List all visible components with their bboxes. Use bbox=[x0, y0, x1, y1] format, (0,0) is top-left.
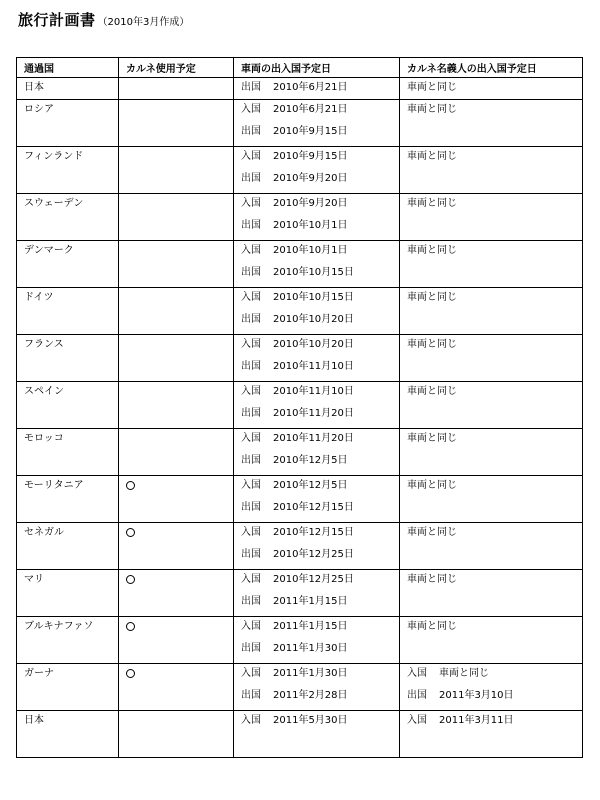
holder-dates-cell bbox=[400, 711, 583, 758]
vehicle-date-label: 入国 bbox=[241, 151, 261, 162]
carnet-cell bbox=[119, 194, 234, 241]
holder-date-value: 2011年3月11日 bbox=[439, 715, 514, 726]
holder-dates-cell bbox=[400, 382, 583, 429]
vehicle-date-value: 2010年10月15日 bbox=[273, 267, 354, 278]
vehicle-date-line bbox=[241, 335, 399, 355]
holder-date-line bbox=[407, 100, 582, 120]
table-row bbox=[17, 147, 583, 194]
vehicle-date-line bbox=[241, 590, 399, 613]
holder-dates-cell bbox=[400, 147, 583, 194]
holder-date-label: 入国 bbox=[407, 668, 427, 679]
country-cell bbox=[17, 241, 119, 288]
carnet-cell bbox=[119, 429, 234, 476]
header-holder-dates: カルネ名義人の出入国予定日 bbox=[400, 58, 583, 78]
country-cell bbox=[17, 570, 119, 617]
vehicle-date-label: 出国 bbox=[241, 643, 261, 654]
document-header bbox=[18, 9, 189, 30]
table-row bbox=[17, 100, 583, 147]
country-name: フィンランド bbox=[24, 151, 84, 162]
header-carnet: カルネ使用予定 bbox=[119, 58, 234, 78]
holder-date-value: 車両と同じ bbox=[407, 339, 457, 350]
holder-dates-cell bbox=[400, 78, 583, 100]
header-vehicle-dates: 車両の出入国予定日 bbox=[234, 58, 400, 78]
vehicle-date-line bbox=[241, 120, 399, 143]
vehicle-date-value: 2011年2月28日 bbox=[273, 690, 348, 701]
vehicle-date-label: 入国 bbox=[241, 715, 261, 726]
vehicle-date-value: 2010年12月25日 bbox=[273, 574, 354, 585]
country-cell bbox=[17, 523, 119, 570]
table-body bbox=[17, 78, 583, 758]
holder-dates-cell bbox=[400, 288, 583, 335]
vehicle-date-label: 入国 bbox=[241, 574, 261, 585]
table-row bbox=[17, 664, 583, 711]
vehicle-date-line bbox=[241, 382, 399, 402]
vehicle-date-line bbox=[241, 617, 399, 637]
vehicle-date-line bbox=[241, 241, 399, 261]
holder-date-value: 2011年3月10日 bbox=[439, 690, 514, 701]
vehicle-date-line bbox=[241, 261, 399, 284]
table-row bbox=[17, 523, 583, 570]
country-cell bbox=[17, 664, 119, 711]
vehicle-date-value: 2010年10月1日 bbox=[273, 220, 348, 231]
country-cell bbox=[17, 78, 119, 100]
country-name: スウェーデン bbox=[24, 198, 84, 209]
holder-dates-cell bbox=[400, 100, 583, 147]
carnet-cell bbox=[119, 241, 234, 288]
holder-dates-cell bbox=[400, 570, 583, 617]
holder-date-value: 車両と同じ bbox=[407, 198, 457, 209]
vehicle-date-line bbox=[241, 100, 399, 120]
country-name: ガーナ bbox=[24, 668, 54, 679]
holder-date-line bbox=[407, 429, 582, 449]
vehicle-date-value: 2010年9月20日 bbox=[273, 198, 348, 209]
vehicle-date-line bbox=[241, 147, 399, 167]
vehicle-date-label: 入国 bbox=[241, 292, 261, 303]
country-name: マリ bbox=[24, 574, 44, 585]
vehicle-date-value: 2010年9月20日 bbox=[273, 173, 348, 184]
vehicle-date-label: 出国 bbox=[241, 455, 261, 466]
holder-date-value: 車両と同じ bbox=[407, 621, 457, 632]
country-cell bbox=[17, 711, 119, 758]
holder-dates-cell bbox=[400, 476, 583, 523]
vehicle-dates-cell bbox=[234, 617, 400, 664]
carnet-cell bbox=[119, 570, 234, 617]
vehicle-dates-cell bbox=[234, 429, 400, 476]
holder-date-value: 車両と同じ bbox=[407, 82, 457, 93]
table-row bbox=[17, 476, 583, 523]
vehicle-date-line bbox=[241, 288, 399, 308]
holder-date-line bbox=[407, 335, 582, 355]
vehicle-date-line bbox=[241, 664, 399, 684]
vehicle-date-label: 入国 bbox=[241, 621, 261, 632]
vehicle-date-label: 出国 bbox=[241, 596, 261, 607]
vehicle-date-value: 2010年11月10日 bbox=[273, 386, 354, 397]
carnet-circle-mark bbox=[126, 528, 135, 537]
vehicle-dates-cell bbox=[234, 194, 400, 241]
vehicle-date-line bbox=[241, 214, 399, 237]
vehicle-date-value: 2010年12月25日 bbox=[273, 549, 354, 560]
vehicle-date-value: 2010年12月15日 bbox=[273, 502, 354, 513]
vehicle-date-value: 2010年10月20日 bbox=[273, 339, 354, 350]
country-name: デンマーク bbox=[24, 245, 74, 256]
country-name: モーリタニア bbox=[24, 480, 84, 491]
vehicle-date-label: 出国 bbox=[241, 173, 261, 184]
vehicle-date-label: 入国 bbox=[241, 433, 261, 444]
vehicle-dates-cell bbox=[234, 241, 400, 288]
holder-date-line bbox=[407, 617, 582, 637]
carnet-cell bbox=[119, 617, 234, 664]
holder-dates-cell bbox=[400, 617, 583, 664]
table-row bbox=[17, 382, 583, 429]
carnet-cell bbox=[119, 100, 234, 147]
country-name: フランス bbox=[24, 339, 64, 350]
vehicle-date-value: 2010年6月21日 bbox=[273, 104, 348, 115]
table-row bbox=[17, 288, 583, 335]
table-row bbox=[17, 570, 583, 617]
vehicle-date-value: 2011年1月30日 bbox=[273, 668, 348, 679]
vehicle-date-value: 2010年10月15日 bbox=[273, 292, 354, 303]
country-cell bbox=[17, 100, 119, 147]
carnet-cell bbox=[119, 664, 234, 711]
holder-date-value: 車両と同じ bbox=[439, 668, 489, 679]
travel-plan-table bbox=[16, 57, 583, 758]
country-cell bbox=[17, 335, 119, 382]
holder-date-value: 車両と同じ bbox=[407, 527, 457, 538]
table-row bbox=[17, 429, 583, 476]
vehicle-date-value: 2010年12月5日 bbox=[273, 455, 348, 466]
vehicle-date-label: 出国 bbox=[241, 220, 261, 231]
country-cell bbox=[17, 429, 119, 476]
country-cell bbox=[17, 194, 119, 241]
holder-date-value: 車両と同じ bbox=[407, 433, 457, 444]
vehicle-dates-cell bbox=[234, 147, 400, 194]
country-cell bbox=[17, 382, 119, 429]
holder-date-value: 車両と同じ bbox=[407, 574, 457, 585]
holder-dates-cell bbox=[400, 664, 583, 711]
vehicle-date-line bbox=[241, 543, 399, 566]
vehicle-date-value: 2010年11月20日 bbox=[273, 433, 354, 444]
holder-date-line bbox=[407, 241, 582, 261]
vehicle-dates-cell bbox=[234, 78, 400, 100]
vehicle-date-label: 出国 bbox=[241, 549, 261, 560]
vehicle-dates-cell bbox=[234, 664, 400, 711]
vehicle-date-value: 2011年5月30日 bbox=[273, 715, 348, 726]
vehicle-date-label: 入国 bbox=[241, 198, 261, 209]
vehicle-date-label: 入国 bbox=[241, 245, 261, 256]
vehicle-date-line bbox=[241, 684, 399, 707]
document-subtitle: （2010年3月作成） bbox=[97, 17, 190, 28]
holder-date-value: 車両と同じ bbox=[407, 386, 457, 397]
vehicle-date-label: 出国 bbox=[241, 408, 261, 419]
carnet-cell bbox=[119, 288, 234, 335]
vehicle-date-line bbox=[241, 637, 399, 660]
vehicle-dates-cell bbox=[234, 382, 400, 429]
vehicle-date-label: 入国 bbox=[241, 480, 261, 491]
vehicle-date-line bbox=[241, 78, 399, 98]
vehicle-date-line bbox=[241, 711, 399, 731]
vehicle-date-line bbox=[241, 570, 399, 590]
carnet-cell bbox=[119, 78, 234, 100]
table-row bbox=[17, 617, 583, 664]
holder-dates-cell bbox=[400, 194, 583, 241]
country-name: ブルキナファソ bbox=[24, 621, 94, 632]
table-row bbox=[17, 335, 583, 382]
vehicle-date-value: 2011年1月15日 bbox=[273, 621, 348, 632]
vehicle-date-label: 入国 bbox=[241, 339, 261, 350]
vehicle-date-line bbox=[241, 194, 399, 214]
vehicle-date-line bbox=[241, 402, 399, 425]
holder-date-value: 車両と同じ bbox=[407, 151, 457, 162]
holder-date-line bbox=[407, 711, 582, 731]
vehicle-date-value: 2010年9月15日 bbox=[273, 151, 348, 162]
vehicle-date-line bbox=[241, 449, 399, 472]
vehicle-dates-cell bbox=[234, 288, 400, 335]
table-row bbox=[17, 194, 583, 241]
holder-date-line bbox=[407, 288, 582, 308]
vehicle-date-value: 2010年6月21日 bbox=[273, 82, 348, 93]
vehicle-date-label: 出国 bbox=[241, 267, 261, 278]
vehicle-date-label: 入国 bbox=[241, 386, 261, 397]
vehicle-date-label: 入国 bbox=[241, 668, 261, 679]
carnet-cell bbox=[119, 523, 234, 570]
vehicle-date-line bbox=[241, 167, 399, 190]
vehicle-date-label: 出国 bbox=[241, 502, 261, 513]
carnet-circle-mark bbox=[126, 481, 135, 490]
holder-date-line bbox=[407, 664, 582, 684]
country-name: セネガル bbox=[24, 527, 64, 538]
country-cell bbox=[17, 288, 119, 335]
vehicle-date-value: 2011年1月30日 bbox=[273, 643, 348, 654]
table-header-row bbox=[17, 58, 583, 78]
carnet-cell bbox=[119, 335, 234, 382]
vehicle-dates-cell bbox=[234, 523, 400, 570]
carnet-cell bbox=[119, 476, 234, 523]
vehicle-date-line bbox=[241, 355, 399, 378]
country-name: モロッコ bbox=[24, 433, 64, 444]
holder-date-value: 車両と同じ bbox=[407, 245, 457, 256]
vehicle-date-label: 出国 bbox=[241, 690, 261, 701]
header-country: 通過国 bbox=[17, 58, 119, 78]
country-cell bbox=[17, 147, 119, 194]
vehicle-date-value: 2010年12月15日 bbox=[273, 527, 354, 538]
vehicle-date-label: 入国 bbox=[241, 104, 261, 115]
table-row bbox=[17, 78, 583, 100]
vehicle-date-value: 2010年10月1日 bbox=[273, 245, 348, 256]
vehicle-dates-cell bbox=[234, 335, 400, 382]
vehicle-dates-cell bbox=[234, 100, 400, 147]
vehicle-date-value: 2010年11月10日 bbox=[273, 361, 354, 372]
vehicle-date-line bbox=[241, 523, 399, 543]
vehicle-date-line bbox=[241, 308, 399, 331]
vehicle-date-line bbox=[241, 476, 399, 496]
country-name: ドイツ bbox=[24, 292, 54, 303]
carnet-cell bbox=[119, 711, 234, 758]
country-name: 日本 bbox=[24, 82, 44, 93]
holder-date-line bbox=[407, 382, 582, 402]
table-row bbox=[17, 241, 583, 288]
holder-date-line bbox=[407, 570, 582, 590]
carnet-circle-mark bbox=[126, 622, 135, 631]
vehicle-dates-cell bbox=[234, 476, 400, 523]
vehicle-date-label: 入国 bbox=[241, 527, 261, 538]
carnet-cell bbox=[119, 382, 234, 429]
carnet-cell bbox=[119, 147, 234, 194]
vehicle-date-line bbox=[241, 429, 399, 449]
holder-date-line bbox=[407, 684, 582, 707]
vehicle-date-label: 出国 bbox=[241, 126, 261, 137]
country-name: ロシア bbox=[24, 104, 54, 115]
vehicle-date-label: 出国 bbox=[241, 314, 261, 325]
carnet-circle-mark bbox=[126, 669, 135, 678]
vehicle-date-value: 2010年10月20日 bbox=[273, 314, 354, 325]
holder-date-line bbox=[407, 476, 582, 496]
holder-date-line bbox=[407, 147, 582, 167]
vehicle-date-label: 出国 bbox=[241, 82, 261, 93]
vehicle-dates-cell bbox=[234, 570, 400, 617]
holder-date-value: 車両と同じ bbox=[407, 104, 457, 115]
country-cell bbox=[17, 617, 119, 664]
holder-date-line bbox=[407, 523, 582, 543]
holder-dates-cell bbox=[400, 241, 583, 288]
country-name: 日本 bbox=[24, 715, 44, 726]
holder-date-label: 出国 bbox=[407, 690, 427, 701]
holder-dates-cell bbox=[400, 335, 583, 382]
holder-date-line bbox=[407, 78, 582, 98]
vehicle-dates-cell bbox=[234, 711, 400, 758]
holder-dates-cell bbox=[400, 523, 583, 570]
vehicle-date-value: 2010年11月20日 bbox=[273, 408, 354, 419]
carnet-circle-mark bbox=[126, 575, 135, 584]
vehicle-date-value: 2011年1月15日 bbox=[273, 596, 348, 607]
table-row bbox=[17, 711, 583, 758]
country-cell bbox=[17, 476, 119, 523]
document-title: 旅行計画書 bbox=[18, 11, 96, 29]
holder-date-value: 車両と同じ bbox=[407, 480, 457, 491]
holder-date-label: 入国 bbox=[407, 715, 427, 726]
holder-dates-cell bbox=[400, 429, 583, 476]
vehicle-date-value: 2010年9月15日 bbox=[273, 126, 348, 137]
vehicle-date-line bbox=[241, 496, 399, 519]
vehicle-date-label: 出国 bbox=[241, 361, 261, 372]
country-name: スペイン bbox=[24, 386, 64, 397]
holder-date-value: 車両と同じ bbox=[407, 292, 457, 303]
holder-date-line bbox=[407, 194, 582, 214]
vehicle-date-value: 2010年12月5日 bbox=[273, 480, 348, 491]
